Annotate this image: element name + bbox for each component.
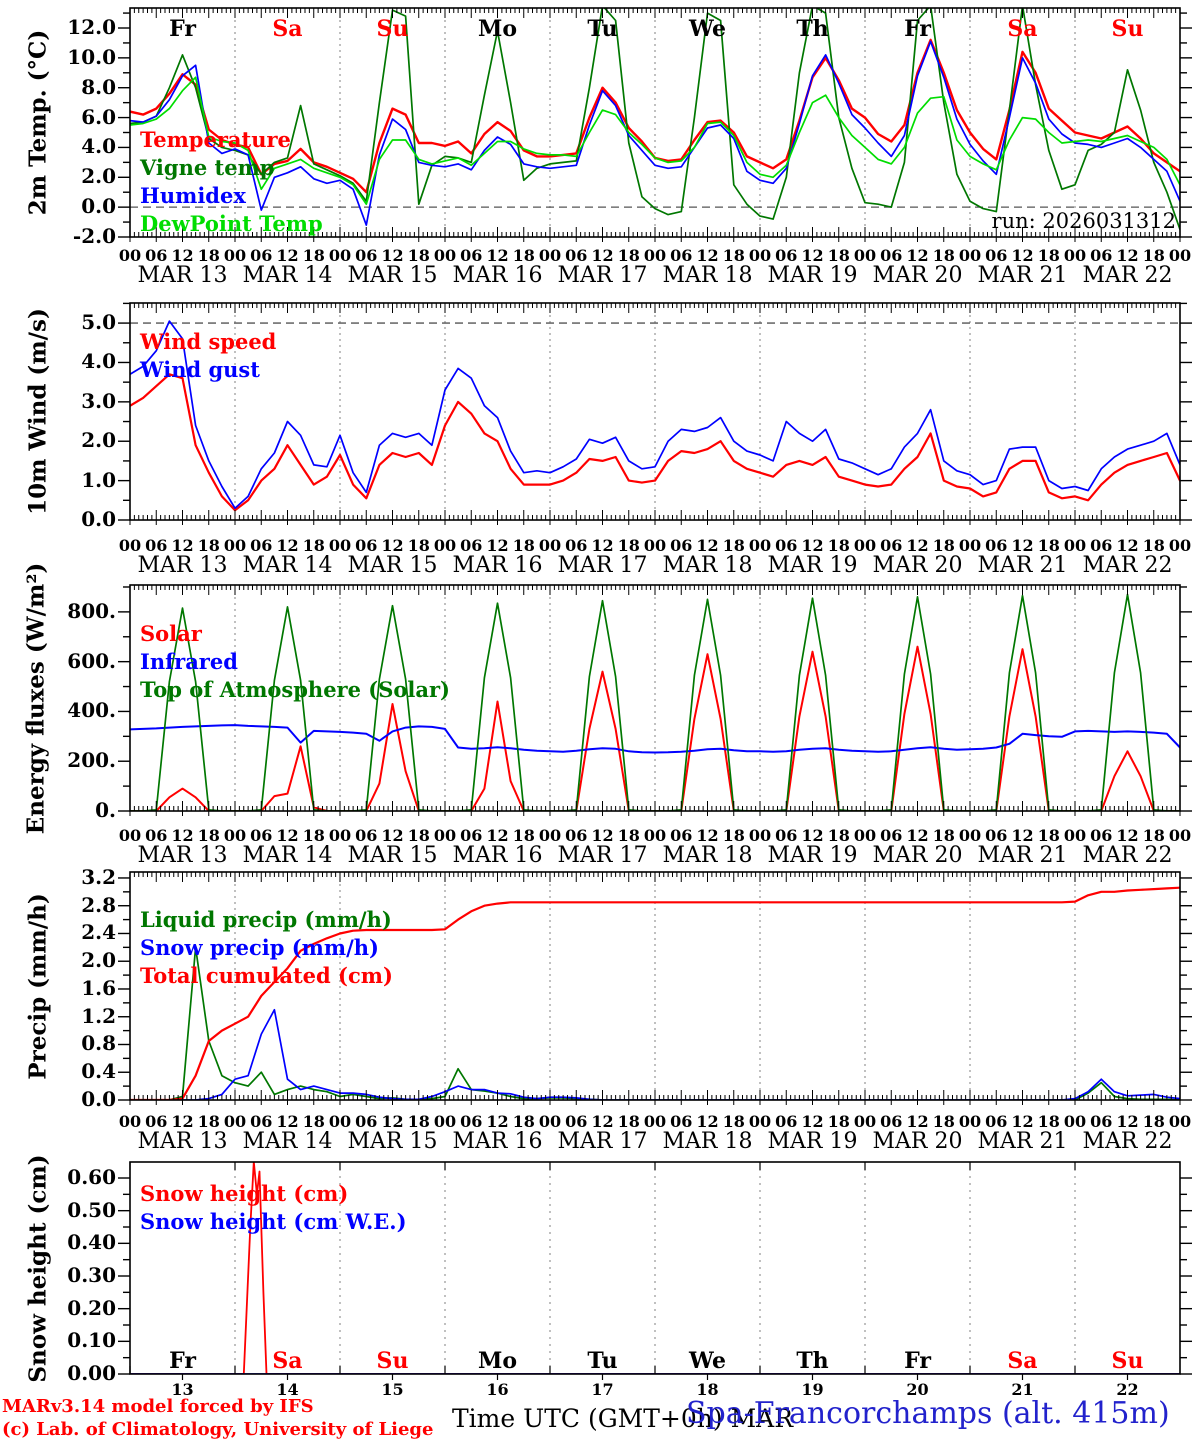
hour-tick-label: 06: [460, 1112, 483, 1131]
hour-tick-label: 18: [827, 1112, 850, 1131]
day-label: MAR 13: [137, 553, 228, 578]
day-label: MAR 22: [1082, 263, 1173, 288]
hour-tick-label: 00: [118, 246, 142, 265]
day-label: MAR 20: [872, 843, 963, 868]
hour-tick-label: 00: [958, 246, 982, 265]
day-label: MAR 16: [452, 553, 543, 578]
hour-tick-label: 18: [932, 826, 955, 845]
hour-tick-label: 18: [1037, 1112, 1060, 1131]
hour-tick-label: 06: [775, 1112, 798, 1131]
hour-tick-label: 12: [381, 826, 404, 845]
ytick-label: -2.0: [72, 224, 116, 248]
legend-item-snow-height-cm-w-e-: Snow height (cm W.E.): [140, 1209, 407, 1234]
weekday-label: Sa: [1007, 1348, 1038, 1374]
day-label: MAR 22: [1082, 553, 1173, 578]
hour-tick-label: 06: [670, 826, 693, 845]
model-credit-line: MARv3.14 model forced by IFS: [2, 1396, 314, 1417]
ytick-label: 3.2: [81, 864, 116, 889]
hour-tick-label: 12: [381, 246, 404, 265]
hour-tick-label: 18: [722, 1112, 745, 1131]
hour-tick-label: 12: [696, 536, 719, 555]
hour-tick-label: 12: [696, 246, 719, 265]
hour-tick-label: 00: [958, 1112, 982, 1131]
hour-tick-label: 06: [880, 1112, 903, 1131]
ytick-label: 4.0: [81, 134, 116, 159]
hour-tick-label: 06: [355, 1112, 378, 1131]
hour-tick-label: 06: [670, 536, 693, 555]
hour-tick-label: 18: [1142, 826, 1165, 845]
day-label: MAR 14: [242, 1129, 333, 1154]
hour-tick-label: 12: [276, 1112, 299, 1131]
day-label: MAR 15: [347, 1129, 438, 1154]
ytick-label: 0.4: [81, 1059, 116, 1084]
day-label: MAR 15: [347, 843, 438, 868]
ytick-label: 200.: [67, 748, 116, 773]
hour-tick-label: 06: [460, 246, 483, 265]
day-label: MAR 21: [977, 263, 1068, 288]
day-label: MAR 14: [242, 263, 333, 288]
day-label: MAR 15: [347, 263, 438, 288]
hour-tick-label: 18: [302, 1112, 325, 1131]
hour-tick-label: 12: [801, 1112, 824, 1131]
hour-tick-label: 12: [381, 536, 404, 555]
hour-tick-label: 00: [748, 536, 772, 555]
legend-item-humidex: Humidex: [140, 183, 246, 208]
day-label: MAR 21: [977, 1129, 1068, 1154]
hour-tick-label: 00: [538, 246, 562, 265]
ytick-label: 1.2: [81, 1003, 116, 1028]
ytick-label: 4.0: [81, 349, 116, 374]
hour-tick-label: 00: [328, 826, 352, 845]
day-number-label: 18: [696, 1380, 719, 1399]
ytick-label: 0.40: [67, 1230, 116, 1255]
hour-tick-label: 00: [853, 826, 877, 845]
hour-tick-label: 18: [512, 536, 535, 555]
hour-tick-label: 18: [617, 246, 640, 265]
hour-tick-label: 06: [565, 536, 588, 555]
hour-tick-label: 00: [643, 246, 667, 265]
hour-tick-label: 12: [906, 246, 929, 265]
hour-tick-label: 12: [801, 826, 824, 845]
hour-tick-label: 00: [643, 1112, 667, 1131]
hour-tick-label: 18: [722, 826, 745, 845]
hour-tick-label: 18: [197, 1112, 220, 1131]
day-label: MAR 22: [1082, 843, 1173, 868]
hour-tick-label: 18: [1142, 1112, 1165, 1131]
hour-tick-label: 00: [1168, 536, 1192, 555]
hour-tick-label: 12: [696, 1112, 719, 1131]
ytick-label: 0.0: [81, 1087, 116, 1111]
day-number-label: 21: [1011, 1380, 1034, 1399]
hour-tick-label: 18: [722, 246, 745, 265]
hour-tick-label: 12: [801, 246, 824, 265]
day-label: MAR 16: [452, 1129, 543, 1154]
hour-tick-label: 00: [328, 246, 352, 265]
weekday-label: Tu: [587, 16, 618, 42]
hour-tick-label: 12: [486, 246, 509, 265]
hour-tick-label: 18: [407, 536, 430, 555]
ytick-label: 2.8: [81, 892, 116, 917]
hour-tick-label: 00: [1168, 826, 1192, 845]
hour-tick-label: 12: [1116, 536, 1139, 555]
day-label: MAR 21: [977, 843, 1068, 868]
day-number-label: 14: [276, 1380, 299, 1399]
legend-item-dewpoint-temp: DewPoint Temp: [140, 211, 323, 236]
legend-item-solar: Solar: [140, 621, 202, 646]
ytick-label: 5.0: [81, 310, 116, 335]
hour-tick-label: 18: [932, 536, 955, 555]
weekday-label: Tu: [587, 1348, 618, 1374]
weekday-label: Su: [1111, 16, 1144, 42]
weekday-label: Su: [376, 1348, 409, 1374]
ytick-label: 0.60: [67, 1165, 116, 1189]
hour-tick-label: 06: [985, 536, 1008, 555]
ytick-label: 10.0: [67, 44, 116, 69]
day-number-label: 20: [906, 1380, 929, 1399]
hour-tick-label: 00: [1063, 826, 1087, 845]
hour-tick-label: 18: [617, 1112, 640, 1131]
weekday-label: We: [689, 1348, 726, 1374]
hour-tick-label: 18: [617, 826, 640, 845]
hour-tick-label: 12: [906, 536, 929, 555]
hour-tick-label: 00: [118, 1112, 142, 1131]
ytick-label: 1.6: [81, 975, 116, 1000]
hour-tick-label: 06: [565, 826, 588, 845]
hour-tick-label: 18: [1142, 536, 1165, 555]
hour-tick-label: 12: [1116, 826, 1139, 845]
hour-tick-label: 18: [512, 1112, 535, 1131]
hour-tick-label: 06: [1090, 826, 1113, 845]
day-label: MAR 18: [662, 843, 753, 868]
hour-tick-label: 12: [1011, 246, 1034, 265]
day-label: MAR 16: [452, 263, 543, 288]
hour-tick-label: 00: [1063, 1112, 1087, 1131]
hour-tick-label: 00: [748, 1112, 772, 1131]
ytick-label: 6.0: [81, 104, 116, 129]
hour-tick-label: 00: [643, 826, 667, 845]
hour-tick-label: 06: [775, 536, 798, 555]
hour-tick-label: 00: [118, 536, 142, 555]
hour-tick-label: 00: [433, 826, 457, 845]
hour-tick-label: 06: [250, 826, 273, 845]
day-label: MAR 19: [767, 843, 858, 868]
ytick-label: 2.0: [81, 164, 116, 189]
hour-tick-label: 18: [1037, 536, 1060, 555]
day-label: MAR 13: [137, 843, 228, 868]
hour-tick-label: 00: [853, 536, 877, 555]
hour-tick-label: 00: [1168, 246, 1192, 265]
hour-tick-label: 12: [276, 246, 299, 265]
ytick-label: 0.50: [67, 1197, 116, 1222]
y-axis-label-temperature: 2m Temp. (°C): [24, 29, 52, 216]
hour-tick-label: 06: [1090, 1112, 1113, 1131]
hour-tick-label: 18: [1037, 246, 1060, 265]
hour-tick-label: 06: [670, 246, 693, 265]
legend-item-liquid-precip-mm-h-: Liquid precip (mm/h): [140, 907, 392, 932]
weekday-label: Fr: [169, 1348, 196, 1374]
day-label: MAR 16: [452, 843, 543, 868]
hour-tick-label: 18: [512, 826, 535, 845]
legend-item-wind-gust: Wind gust: [140, 357, 260, 382]
hour-tick-label: 18: [407, 1112, 430, 1131]
ytick-label: 2.0: [81, 948, 116, 973]
ytick-label: 0.10: [67, 1328, 116, 1353]
hour-tick-label: 06: [460, 536, 483, 555]
hour-tick-label: 00: [433, 1112, 457, 1131]
day-number-label: 17: [591, 1380, 614, 1399]
legend-item-temperature: Temperature: [140, 127, 291, 152]
hour-tick-label: 00: [328, 536, 352, 555]
ytick-label: 1.0: [81, 467, 116, 492]
ytick-label: 2.0: [81, 428, 116, 453]
ytick-label: 0.0: [81, 507, 116, 531]
weekday-label: Fr: [169, 16, 196, 42]
weekday-label: Fr: [904, 16, 931, 42]
weekday-label: Su: [376, 16, 409, 42]
ytick-label: 0.20: [67, 1295, 116, 1320]
legend-item-infrared: Infrared: [140, 649, 238, 674]
hour-tick-label: 06: [985, 246, 1008, 265]
day-label: MAR 19: [767, 263, 858, 288]
ytick-label: 0.0: [81, 194, 116, 219]
day-label: MAR 20: [872, 553, 963, 578]
hour-tick-label: 06: [670, 1112, 693, 1131]
weekday-label: Sa: [272, 16, 303, 42]
hour-tick-label: 18: [1037, 826, 1060, 845]
day-label: MAR 19: [767, 553, 858, 578]
ytick-label: 400.: [67, 698, 116, 723]
hour-tick-label: 12: [906, 826, 929, 845]
hour-tick-label: 06: [145, 826, 168, 845]
day-label: MAR 22: [1082, 1129, 1173, 1154]
hour-tick-label: 06: [355, 536, 378, 555]
hour-tick-label: 06: [145, 246, 168, 265]
hour-tick-label: 12: [591, 826, 614, 845]
day-label: MAR 17: [557, 843, 648, 868]
hour-tick-label: 18: [827, 826, 850, 845]
hour-tick-label: 06: [565, 1112, 588, 1131]
hour-tick-label: 06: [250, 246, 273, 265]
hour-tick-label: 06: [880, 246, 903, 265]
hour-tick-label: 12: [696, 826, 719, 845]
hour-tick-label: 06: [355, 826, 378, 845]
hour-tick-label: 00: [223, 826, 247, 845]
day-label: MAR 18: [662, 553, 753, 578]
day-label: MAR 18: [662, 1129, 753, 1154]
lab-credit-line: (c) Lab. of Climatology, University of Liege: [2, 1419, 434, 1440]
day-label: MAR 15: [347, 553, 438, 578]
hour-tick-label: 12: [171, 826, 194, 845]
legend-item-wind-speed: Wind speed: [140, 329, 277, 354]
day-number-label: 13: [171, 1380, 194, 1399]
hour-tick-label: 12: [171, 536, 194, 555]
day-label: MAR 17: [557, 263, 648, 288]
legend-item-vigne-temp: Vigne temp: [140, 155, 275, 180]
hour-tick-label: 00: [1063, 536, 1087, 555]
hour-tick-label: 12: [1011, 536, 1034, 555]
hour-tick-label: 12: [1116, 246, 1139, 265]
hour-tick-label: 00: [223, 246, 247, 265]
legend-item-snow-precip-mm-h-: Snow precip (mm/h): [140, 935, 379, 960]
hour-tick-label: 06: [145, 1112, 168, 1131]
panel-1: [118, 303, 1192, 525]
hour-tick-label: 00: [958, 826, 982, 845]
hour-tick-label: 00: [538, 536, 562, 555]
hour-tick-label: 06: [460, 826, 483, 845]
hour-tick-label: 00: [223, 1112, 247, 1131]
hour-tick-label: 12: [906, 1112, 929, 1131]
day-number-label: 15: [381, 1380, 404, 1399]
legend-item-snow-height-cm-: Snow height (cm): [140, 1181, 349, 1206]
hour-tick-label: 18: [512, 246, 535, 265]
hour-tick-label: 00: [958, 536, 982, 555]
hour-tick-label: 06: [250, 1112, 273, 1131]
hour-tick-label: 12: [276, 826, 299, 845]
hour-tick-label: 06: [1090, 536, 1113, 555]
hour-tick-label: 06: [985, 826, 1008, 845]
hour-tick-label: 12: [486, 826, 509, 845]
hour-tick-label: 18: [197, 246, 220, 265]
day-label: MAR 21: [977, 553, 1068, 578]
ytick-label: 800.: [67, 598, 116, 623]
hour-tick-label: 18: [302, 536, 325, 555]
hour-tick-label: 00: [853, 1112, 877, 1131]
day-number-label: 16: [486, 1380, 509, 1399]
hour-tick-label: 12: [381, 1112, 404, 1131]
day-number-label: 19: [801, 1380, 824, 1399]
hour-tick-label: 00: [433, 536, 457, 555]
ytick-label: 0.8: [81, 1031, 116, 1056]
hour-tick-label: 00: [433, 246, 457, 265]
day-label: MAR 20: [872, 263, 963, 288]
hour-tick-label: 06: [775, 246, 798, 265]
hour-tick-label: 12: [171, 246, 194, 265]
time-axis-title: Time UTC (GMT+0h) MAR: [452, 1404, 794, 1433]
hour-tick-label: 12: [486, 536, 509, 555]
day-label: MAR 13: [137, 1129, 228, 1154]
hour-tick-label: 18: [407, 826, 430, 845]
hour-tick-label: 06: [985, 1112, 1008, 1131]
hour-tick-label: 18: [302, 826, 325, 845]
hour-tick-label: 00: [643, 536, 667, 555]
weekday-label: Sa: [272, 1348, 303, 1374]
hour-tick-label: 18: [407, 246, 430, 265]
hour-tick-label: 12: [1011, 826, 1034, 845]
weekday-label: Sa: [1007, 16, 1038, 42]
hour-tick-label: 00: [748, 826, 772, 845]
ytick-label: 3.0: [81, 388, 116, 413]
hour-tick-label: 06: [775, 826, 798, 845]
legend-item-total-cumulated-cm-: Total cumulated (cm): [140, 963, 393, 988]
hour-tick-label: 00: [748, 246, 772, 265]
hour-tick-label: 06: [880, 536, 903, 555]
hour-tick-label: 12: [171, 1112, 194, 1131]
day-label: MAR 18: [662, 263, 753, 288]
hour-tick-label: 12: [276, 536, 299, 555]
day-label: MAR 14: [242, 553, 333, 578]
legend-item-top-of-atmosphere-solar-: Top of Atmosphere (Solar): [140, 677, 450, 702]
hour-tick-label: 18: [932, 246, 955, 265]
hour-tick-label: 18: [827, 536, 850, 555]
station-title: Spa-Francorchamps (alt. 415m): [686, 1396, 1170, 1431]
day-label: MAR 13: [137, 263, 228, 288]
weekday-label: Mo: [477, 16, 518, 42]
day-label: MAR 17: [557, 553, 648, 578]
y-axis-label-snow: Snow height (cm): [24, 1154, 52, 1383]
hour-tick-label: 18: [1142, 246, 1165, 265]
hour-tick-label: 12: [1011, 1112, 1034, 1131]
hour-tick-label: 12: [591, 246, 614, 265]
weekday-label: Fr: [904, 1348, 931, 1374]
weekday-label: We: [689, 16, 726, 42]
weekday-label: Th: [796, 1348, 829, 1374]
hour-tick-label: 00: [853, 246, 877, 265]
hour-tick-label: 18: [617, 536, 640, 555]
model-run-label: run: 2026031312: [991, 209, 1176, 233]
ytick-label: 8.0: [81, 74, 116, 99]
y-axis-label-energy: Energy fluxes (W/m²): [22, 562, 50, 835]
hour-tick-label: 12: [1116, 1112, 1139, 1131]
hour-tick-label: 06: [355, 246, 378, 265]
hour-tick-label: 12: [591, 536, 614, 555]
day-label: MAR 14: [242, 843, 333, 868]
day-label: MAR 17: [557, 1129, 648, 1154]
hour-tick-label: 06: [565, 246, 588, 265]
hour-tick-label: 06: [880, 826, 903, 845]
day-number-label: 22: [1116, 1380, 1139, 1399]
hour-tick-label: 12: [591, 1112, 614, 1131]
hour-tick-label: 18: [197, 826, 220, 845]
hour-tick-label: 18: [932, 1112, 955, 1131]
y-axis-label-precip: Precip (mm/h): [24, 893, 52, 1080]
hour-tick-label: 00: [118, 826, 142, 845]
hour-tick-label: 00: [223, 536, 247, 555]
ytick-label: 12.0: [67, 15, 116, 39]
hour-tick-label: 18: [722, 536, 745, 555]
hour-tick-label: 18: [827, 246, 850, 265]
weekday-label: Su: [1111, 1348, 1144, 1374]
hour-tick-label: 06: [145, 536, 168, 555]
hour-tick-label: 18: [302, 246, 325, 265]
day-label: MAR 20: [872, 1129, 963, 1154]
weekday-label: Th: [796, 16, 829, 42]
ytick-label: 600.: [67, 648, 116, 673]
hour-tick-label: 00: [1168, 1112, 1192, 1131]
y-axis-label-wind: 10m Wind (m/s): [24, 308, 52, 515]
hour-tick-label: 00: [1063, 246, 1087, 265]
ytick-label: 0.30: [67, 1263, 116, 1287]
hour-tick-label: 12: [486, 1112, 509, 1131]
ytick-label: 0.: [95, 798, 116, 822]
hour-tick-label: 00: [538, 1112, 562, 1131]
hour-tick-label: 00: [538, 826, 562, 845]
hour-tick-label: 06: [1090, 246, 1113, 265]
hour-tick-label: 18: [197, 536, 220, 555]
hour-tick-label: 06: [250, 536, 273, 555]
ytick-label: 2.4: [81, 920, 116, 945]
ytick-label: 0.00: [67, 1361, 116, 1385]
weekday-label: Mo: [477, 1348, 518, 1374]
hour-tick-label: 00: [328, 1112, 352, 1131]
day-label: MAR 19: [767, 1129, 858, 1154]
hour-tick-label: 12: [801, 536, 824, 555]
